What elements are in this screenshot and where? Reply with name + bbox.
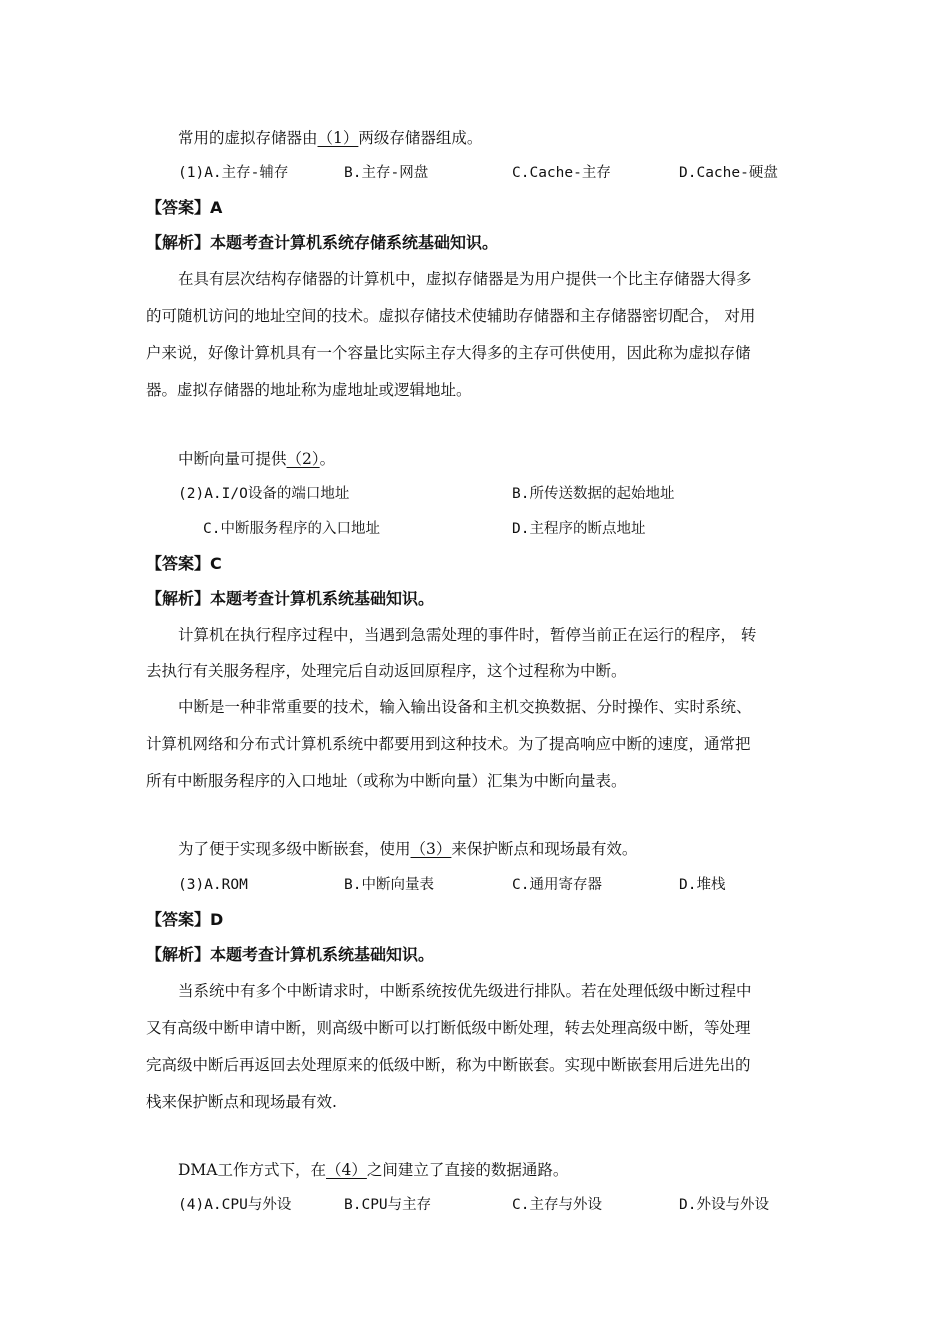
q1-option-d: D.Cache-硬盘 <box>679 165 778 181</box>
q3-analysis-heading <box>146 945 434 965</box>
answer-value: C <box>210 554 222 573</box>
q1-analysis-heading <box>146 233 498 253</box>
q1-paragraph-line: 户来说，好像计算机具有一个容量比实际主存大得多的主存可供使用，因此称为虚拟存储 <box>146 344 751 362</box>
answer-label: 【答案】 <box>146 198 211 217</box>
q4-blank: （4） <box>326 1161 367 1179</box>
q3-option-c: C.通用寄存器 <box>512 877 602 893</box>
q2-option-b: B.所传送数据的起始地址 <box>512 486 675 502</box>
q2-analysis-heading <box>146 589 434 609</box>
q4-stem <box>178 1160 568 1180</box>
analysis-title: 本题考查计算机系统基础知识。 <box>210 945 435 964</box>
q2-option-d: D.主程序的断点地址 <box>512 521 646 537</box>
q1-paragraph-line: 的可随机访问的地址空间的技术。虚拟存储技术使辅助存储器和主存储器密切配合， 对用 <box>146 307 756 325</box>
answer-label: 【答案】 <box>146 554 211 573</box>
analysis-label: 【解析】 <box>146 945 211 964</box>
q3-option-b: B.中断向量表 <box>344 877 434 893</box>
q1-paragraph-line: 在具有层次结构存储器的计算机中，虚拟存储器是为用户提供一个比主存储器大得多 <box>178 270 752 288</box>
q4-option-d: D.外设与外设 <box>679 1197 769 1213</box>
q2-stem <box>178 449 335 469</box>
answer-label: 【答案】 <box>146 910 211 929</box>
q3-stem <box>178 839 637 859</box>
q1-answer <box>146 198 222 218</box>
q1-stem-text: 常用的虚拟存储器由 <box>178 129 318 147</box>
q2-paragraph2-line: 计算机网络和分布式计算机系统中都要用到这种技术。为了提高响应中断的速度，通常把 <box>146 735 751 753</box>
q2-paragraph1-line: 去执行有关服务程序，处理完后自动返回原程序，这个过程称为中断。 <box>146 662 627 680</box>
q1-stem-text-end: 两级存储器组成。 <box>358 129 483 147</box>
q1-stem <box>178 128 482 148</box>
q3-paragraph-line: 栈来保护断点和现场最有效. <box>146 1093 337 1111</box>
q3-stem-text: 为了便于实现多级中断嵌套，使用 <box>178 840 411 858</box>
q3-option-a: (3)A.ROM <box>178 877 248 893</box>
q2-option-c: C.中断服务程序的入口地址 <box>203 521 380 537</box>
q1-option-a: (1)A.主存-辅存 <box>178 165 289 181</box>
answer-value: A <box>210 198 223 217</box>
q4-stem-text-end: 之间建立了直接的数据通路。 <box>366 1161 569 1179</box>
q2-paragraph2-line: 所有中断服务程序的入口地址（或称为中断向量）汇集为中断向量表。 <box>146 772 627 790</box>
analysis-label: 【解析】 <box>146 589 211 608</box>
q2-blank: （2） <box>286 450 320 468</box>
q2-paragraph2-line: 中断是一种非常重要的技术，输入输出设备和主机交换数据、分时操作、实时系统、 <box>178 698 752 716</box>
q2-option-a: (2)A.I/O设备的端口地址 <box>178 486 350 502</box>
q4-option-c: C.主存与外设 <box>512 1197 602 1213</box>
answer-value: D <box>210 910 224 929</box>
q1-option-b: B.主存-网盘 <box>344 165 429 181</box>
q3-blank: （3） <box>410 840 452 858</box>
q2-paragraph1-line: 计算机在执行程序过程中，当遇到急需处理的事件时，暂停当前正在运行的程序， 转 <box>178 626 757 644</box>
q4-option-a: (4)A.CPU与外设 <box>178 1197 292 1213</box>
q3-stem-text-end: 来保护断点和现场最有效。 <box>451 840 638 858</box>
q4-stem-text: DMA工作方式下，在 <box>178 1161 326 1179</box>
q2-stem-text: 中断向量可提供 <box>178 450 287 468</box>
q4-option-b: B.CPU与主存 <box>344 1197 432 1213</box>
q3-option-d: D.堆栈 <box>679 877 726 893</box>
q1-option-c: C.Cache-主存 <box>512 165 611 181</box>
q1-blank: （1） <box>317 129 359 147</box>
q2-answer <box>146 554 222 574</box>
analysis-title: 本题考查计算机系统基础知识。 <box>210 589 435 608</box>
q3-paragraph-line: 又有高级中断申请中断，则高级中断可以打断低级中断处理，转去处理高级中断，等处理 <box>146 1019 751 1037</box>
q3-paragraph-line: 完高级中断后再返回去处理原来的低级中断，称为中断嵌套。实现中断嵌套用后进先出的 <box>146 1056 751 1074</box>
q3-answer <box>146 910 223 930</box>
analysis-label: 【解析】 <box>146 233 211 252</box>
q1-paragraph-line: 器。虚拟存储器的地址称为虚地址或逻辑地址。 <box>146 381 472 399</box>
q2-stem-text-end: 。 <box>319 450 336 468</box>
q3-paragraph-line: 当系统中有多个中断请求时，中断系统按优先级进行排队。若在处理低级中断过程中 <box>178 982 752 1000</box>
analysis-title: 本题考查计算机系统存储系统基础知识。 <box>210 233 499 252</box>
